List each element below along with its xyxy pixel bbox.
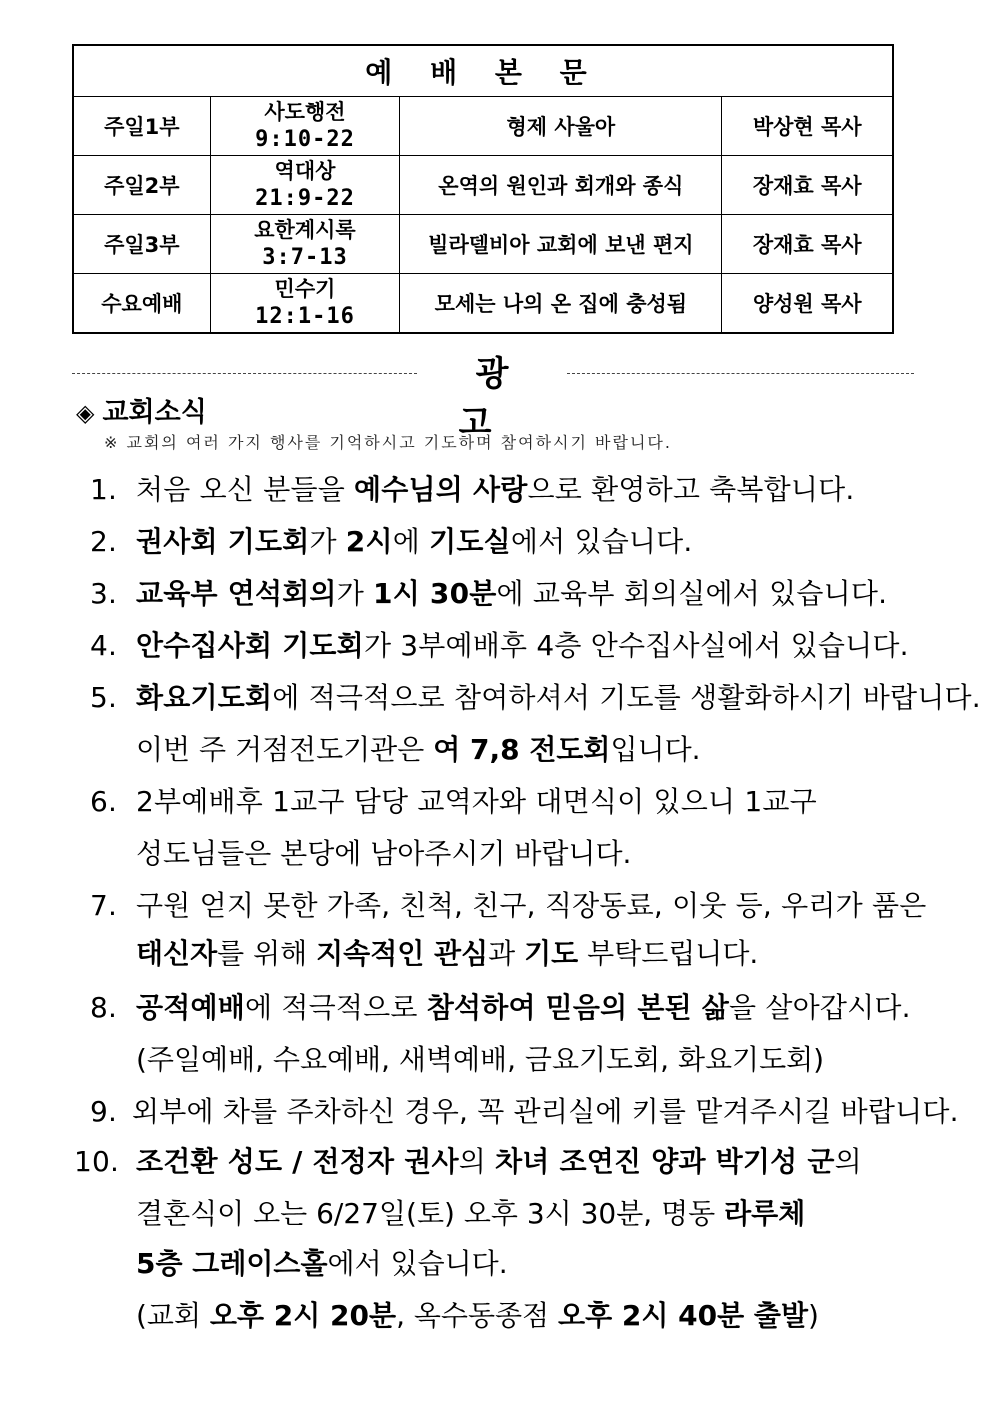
table-row (73, 215, 893, 274)
diamond-bullet-icon: ◈ (76, 399, 95, 427)
sermon-title: 형제 사울아 (400, 97, 722, 156)
list-item: 1. 처음 오신 분들을 예수님의 사랑으로 환영하고 축복합니다. (90, 473, 855, 506)
service-name: 수요예배 (73, 274, 210, 334)
item-number: 2. (90, 525, 118, 558)
scripture-ref (210, 215, 400, 274)
scripture-ref (210, 156, 400, 215)
list-item: 8. 공적예배에 적극적으로 참석하여 믿음의 본된 삶을 살아갑시다. (90, 991, 911, 1024)
table-row (73, 156, 893, 215)
pastor-name: 박상현 목사 (722, 97, 893, 156)
pastor-name: 양성원 목사 (722, 274, 893, 334)
list-item-continuation: (교회 오후 2시 20분, 옥수동종점 오후 2시 40분 출발) (136, 1299, 819, 1332)
item-number: 1. (90, 473, 118, 506)
list-item-continuation: 5층 그레이스홀에서 있습니다. (136, 1247, 508, 1280)
list-item: 4. 안수집사회 기도회가 3부예배후 4층 안수집사실에서 있습니다. (90, 629, 909, 662)
item-number: 7. (90, 889, 118, 922)
item-number: 4. (90, 629, 118, 662)
sermon-table (72, 44, 894, 334)
item-number: 8. (90, 991, 118, 1024)
item-number: 3. (90, 577, 118, 610)
scripture-verse: 21:9-22 (255, 186, 355, 211)
dashed-rule (72, 373, 417, 374)
item-number: 9. (90, 1095, 118, 1128)
list-item: 3. 교육부 연석회의가 1시 30분에 교육부 회의실에서 있습니다. (90, 577, 888, 610)
service-name: 주일2부 (73, 156, 210, 215)
list-item-continuation: 성도님들은 본당에 남아주시기 바랍니다. (136, 837, 632, 870)
scripture-ref (210, 274, 400, 334)
scripture-book: 사도행전 (264, 100, 346, 124)
list-item-continuation: (주일예배, 수요예배, 새벽예배, 금요기도회, 화요기도회) (136, 1043, 825, 1076)
list-item: 5. 화요기도회에 적극적으로 참여하셔서 기도를 생활화하시기 바랍니다. (90, 681, 981, 714)
item-number: 10. (74, 1145, 120, 1178)
table-row (73, 274, 893, 334)
list-item: 2. 권사회 기도회가 2시에 기도실에서 있습니다. (90, 525, 693, 558)
dashed-rule (567, 373, 914, 374)
service-name: 주일1부 (73, 97, 210, 156)
list-item-continuation: 태신자를 위해 지속적인 관심과 기도 부탁드립니다. (136, 937, 759, 970)
scripture-book: 역대상 (274, 159, 336, 183)
scripture-book: 민수기 (274, 277, 336, 301)
section-heading (76, 390, 207, 429)
sermon-title: 온역의 원인과 회개와 종식 (400, 156, 722, 215)
table-row (73, 97, 893, 156)
scripture-ref (210, 97, 400, 156)
scripture-verse: 12:1-16 (255, 304, 355, 329)
list-item-continuation: 이번 주 거점전도기관은 여 7,8 전도회입니다. (136, 733, 701, 766)
pastor-name: 장재효 목사 (722, 156, 893, 215)
sermon-title: 빌라델비아 교회에 보낸 편지 (400, 215, 722, 274)
section-note: ※ 교회의 여러 가지 행사를 기억하시고 기도하며 참여하시기 바랍니다. (104, 433, 672, 452)
item-number: 5. (90, 681, 118, 714)
list-item: 7. 구원 얻지 못한 가족, 친척, 친구, 직장동료, 이웃 등, 우리가 품은 (90, 889, 927, 922)
section-title: 교회소식 (102, 397, 207, 428)
item-number: 6. (90, 785, 118, 818)
scripture-verse: 9:10-22 (255, 127, 355, 152)
service-name: 주일3부 (73, 215, 210, 274)
sermon-title: 모세는 나의 온 집에 충성됨 (400, 274, 722, 334)
list-item-continuation: 결혼식이 오는 6/27일(토) 오후 3시 30분, 명동 라루체 (136, 1197, 806, 1230)
sermon-table-title: 예 배 본 문 (73, 45, 893, 97)
announcement-title: 광 고 (458, 354, 543, 443)
list-item: 10. 조건환 성도 / 전정자 권사의 차녀 조연진 양과 박기성 군의 (74, 1145, 862, 1178)
list-item: 9. 외부에 차를 주차하신 경우, 꼭 관리실에 키를 맡겨주시길 바랍니다. (90, 1095, 959, 1128)
list-item: 6. 2부예배후 1교구 담당 교역자와 대면식이 있으니 1교구 (90, 785, 817, 818)
scripture-verse: 3:7-13 (262, 245, 348, 270)
pastor-name: 장재효 목사 (722, 215, 893, 274)
scripture-book: 요한계시록 (254, 218, 356, 242)
